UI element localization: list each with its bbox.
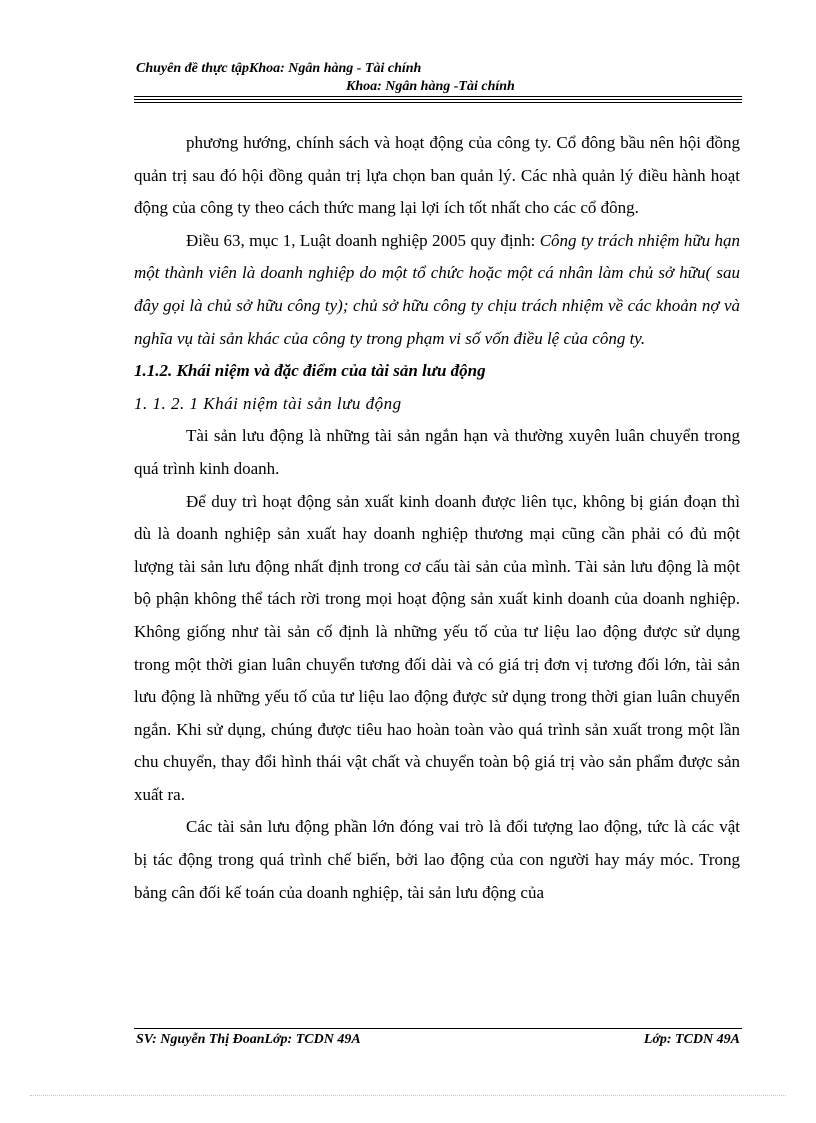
- paragraph-4: Để duy trì hoạt động sản xuất kinh doanh được liên tục, không bị gián đoạn thì dù là doanh nghiệp sản xuất hay doanh nghiệp thương mại cũng cần phải có đủ một lượng tài sản lưu động nhất định trong cơ cấu tài sản của mình. Tài sản lưu động là một bộ phận không thể tách rời trong mọi hoạt động sản xuất kinh doanh của doanh nghiệp. Không giống như tài sản cố định là những yếu tố của tư liệu lao động được sử dụng trong một thời gian luân chuyển tương đối dài và có giá trị đơn vị tương đối lớn, tài sản lưu động là những yếu tố của tư liệu lao động được sử dụng trong thời gian luân chuyển ngắn. Khi sử dụng, chúng được tiêu hao hoàn toàn vào quá trình sản xuất trong một lần chu chuyển, thay đổi hình thái vật chất và chuyển toàn bộ giá trị vào sản phẩm được sản xuất ra.: [134, 491, 740, 804]
- header-line-2: Khoa: Ngân hàng -Tài chính: [346, 79, 515, 94]
- header-rule-bottom: [134, 102, 742, 103]
- footer-class: Lớp: TCDN 49A: [643, 1032, 740, 1047]
- paragraph-1: phương hướng, chính sách và hoạt động của công ty. Cổ đông bầu nên hội đồng quản trị sau đó hội đồng quản trị lựa chọn ban quản lý. Các nhà quản lý điều hành hoạt động của công ty theo cách thức mang lại lợi ích tốt nhất cho các cổ đông.: [134, 133, 740, 218]
- footer-student: SV: Nguyễn Thị ĐoanLớp: TCDN 49A: [136, 1032, 361, 1047]
- page-header: [136, 60, 742, 96]
- footer-rule: [134, 1028, 742, 1029]
- subsection-heading-1-1-2-1: 1. 1. 2. 1 Khái niệm tài sản lưu động: [134, 393, 402, 413]
- section-heading-1-1-2: 1.1.2. Khái niệm và đặc điểm của tài sản lưu động: [134, 361, 486, 381]
- paragraph-2-lead: Điều 63, mục 1, Luật doanh nghiệp 2005 quy định:: [186, 230, 540, 250]
- document-body: [134, 127, 740, 909]
- paragraph-2-quote: Công ty trách nhiệm hữu hạn một thành viên là doanh nghiệp do một tổ chức hoặc một cá nhân làm chủ sở hữu( sau đây gọi là chủ sở hữu công ty); chủ sở hữu công ty chịu trách nhiệm về các khoản nợ và nghĩa vụ tài sản khác của công ty trong phạm vi số vốn điều lệ của công ty.: [134, 230, 740, 348]
- paragraph-5: Các tài sản lưu động phần lớn đóng vai trò là đối tượng lao động, tức là các vật bị tác động trong quá trình chế biến, bởi lao động của con người hay máy móc. Trong bảng cân đối kế toán của doanh nghiệp, tài sản lưu động của: [134, 817, 740, 902]
- header-rule-top: [134, 96, 742, 97]
- header-line-1: Chuyên đề thực tậpKhoa: Ngân hàng - Tài chính: [136, 61, 422, 76]
- page-bottom-divider: [30, 1095, 786, 1096]
- header-rule-middle: [134, 99, 742, 100]
- paragraph-3: Tài sản lưu động là những tài sản ngắn hạn và thường xuyên luân chuyển trong quá trình kinh doanh.: [134, 426, 740, 478]
- paragraph-2: [134, 225, 740, 355]
